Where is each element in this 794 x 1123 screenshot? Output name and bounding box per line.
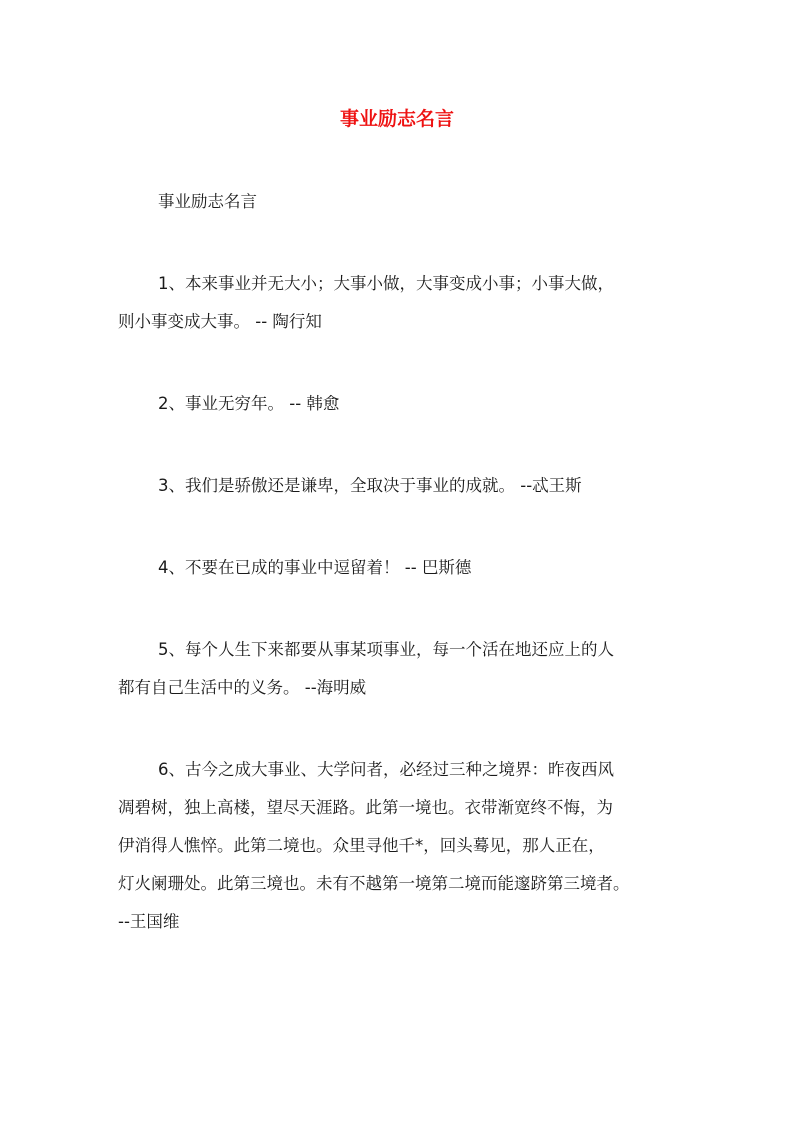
quote-line: 6、古今之成大事业、大学问者，必经过三种之境界：昨夜西风 [158,760,614,779]
quote-item [118,549,678,587]
quote-line: 凋碧树，独上高楼，望尽天涯路。此第一境也。衣带渐宽终不悔，为 [118,798,613,817]
quote-line: 5、每个人生下来都要从事某项事业，每一个活在地还应上的人 [158,640,614,659]
quote-line: 2、事业无穷年。 -- 韩愈 [158,394,340,413]
quote-line: 灯火阑珊处。此第三境也。未有不越第一境第二境而能邃跻第三境者。 [118,874,630,893]
section-heading: 事业励志名言 [158,192,257,211]
quote-line: 1、本来事业并无大小；大事小做，大事变成小事；小事大做， [158,274,614,293]
document-title: 事业励志名言 [339,108,454,130]
quote-item [118,385,678,423]
quote-item [118,751,678,941]
quote-line: 伊消得人憔悴。此第二境也。众里寻他千*，回头蓦见，那人正在， [118,836,605,855]
quote-item [118,467,678,505]
quote-line: 则小事变成大事。 -- 陶行知 [118,312,322,331]
quote-line: --王国维 [118,912,180,931]
quote-line: 3、我们是骄傲还是谦卑，全取决于事业的成就。 --忒王斯 [158,476,582,495]
quote-line: 4、不要在已成的事业中逗留着！ -- 巴斯德 [158,558,472,577]
document-body [118,183,678,941]
quote-item [118,631,678,707]
quote-item [118,265,678,341]
quote-line: 都有自己生活中的义务。 --海明威 [118,678,367,697]
